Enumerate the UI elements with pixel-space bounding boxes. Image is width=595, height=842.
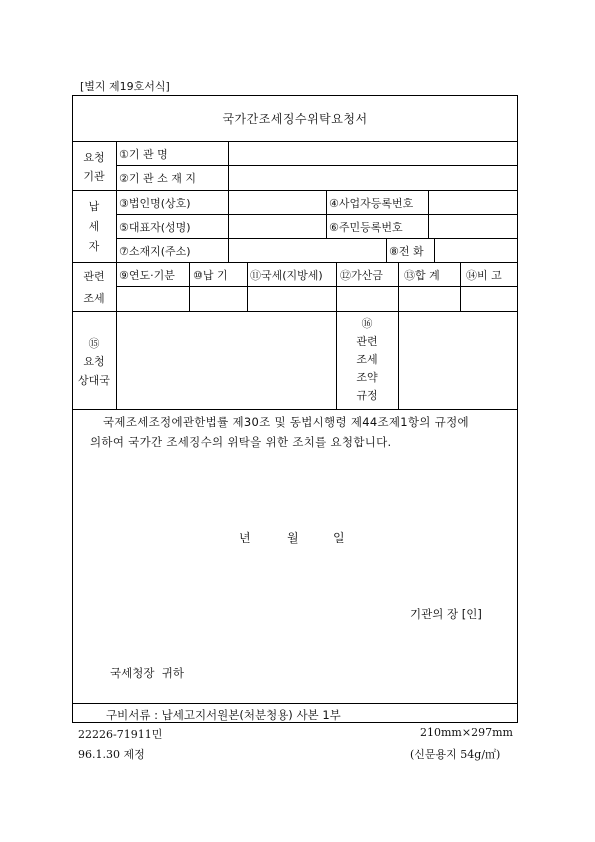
- divider: [326, 190, 327, 238]
- divider: [386, 238, 387, 262]
- date-month-label: 월: [287, 531, 299, 545]
- section-label-taxpayer: 납: [88, 200, 100, 213]
- form-title: 국가간조세징수위탁요청서: [222, 112, 368, 126]
- paper-size: 210mm×297mm: [420, 726, 513, 739]
- column-header: ⑫가산금: [340, 269, 383, 282]
- divider: [428, 190, 429, 238]
- divider: [228, 141, 229, 262]
- divider: [116, 141, 117, 409]
- agency-address-label: ②기 관 소 재 지: [119, 172, 196, 185]
- representative-label: ⑤대표자(성명): [119, 221, 191, 234]
- section-label-related-tax: 관련: [83, 270, 105, 283]
- address-label: ⑦소재지(주소): [119, 245, 191, 258]
- divider: [116, 286, 518, 287]
- enacted-date: 96.1.30 제정: [78, 748, 145, 761]
- divider: [247, 262, 248, 311]
- corp-name-label: ③법인명(상호): [119, 197, 191, 210]
- section-label-counterpart: 상대국: [78, 374, 110, 387]
- divider: [116, 214, 518, 215]
- section-label-related-tax: 조세: [83, 292, 105, 305]
- divider: [72, 703, 518, 704]
- statement-line: 국제조세조정에관한법률 제30조 및 동법시행령 제44조제1항의 규정에: [103, 415, 469, 429]
- section-label-counterpart: 요청: [83, 355, 105, 368]
- statement-line: 의하여 국가간 조세징수의 위탁을 위한 조치를 요청합니다.: [90, 435, 392, 449]
- agency-name-label: ①기 관 명: [119, 148, 168, 161]
- divider: [116, 165, 518, 166]
- section-label-taxpayer: 자: [88, 240, 100, 253]
- date-day-label: 일: [333, 531, 345, 545]
- column-header: ⑨연도·기분: [119, 269, 175, 282]
- form-code: 22226-71911민: [78, 728, 163, 741]
- treaty-label: 조세: [356, 353, 378, 366]
- column-header: ⑭비 고: [466, 269, 502, 282]
- addressee: 국세청장 귀하: [110, 666, 184, 680]
- business-no-label: ④사업자등록번호: [329, 197, 414, 210]
- treaty-label: 조약: [356, 371, 378, 384]
- divider: [189, 262, 190, 311]
- divider: [116, 238, 518, 239]
- form-number-label: [별지 제19호서식]: [80, 80, 170, 93]
- divider: [72, 311, 518, 312]
- section-label-counterpart: ⑮: [88, 337, 100, 350]
- date-year-label: 년: [239, 531, 251, 545]
- attachment-note: 구비서류 : 납세고지서원본(처분청용) 사본 1부: [106, 708, 341, 722]
- paper-spec: (신문용지 54g/㎡): [410, 748, 501, 761]
- treaty-label: 규정: [356, 389, 378, 402]
- divider: [72, 409, 518, 410]
- divider: [434, 238, 435, 262]
- divider: [72, 141, 518, 142]
- phone-label: ⑧전 화: [389, 245, 424, 258]
- divider: [72, 262, 518, 263]
- column-header: ⑩납 기: [193, 269, 228, 282]
- treaty-label: 관련: [356, 335, 378, 348]
- resident-no-label: ⑥주민등록번호: [329, 221, 403, 234]
- divider: [72, 190, 518, 191]
- divider: [398, 262, 399, 409]
- signer-label: 기관의 장 [인]: [410, 607, 482, 621]
- column-header: ⑬합 계: [404, 269, 440, 282]
- divider: [460, 262, 461, 311]
- section-label-requesting-agency: 요청: [83, 151, 105, 164]
- column-header: ⑪국세(지방세): [250, 269, 323, 282]
- section-label-requesting-agency: 기관: [83, 170, 105, 183]
- treaty-label: ⑯: [361, 317, 373, 330]
- section-label-taxpayer: 세: [88, 220, 100, 233]
